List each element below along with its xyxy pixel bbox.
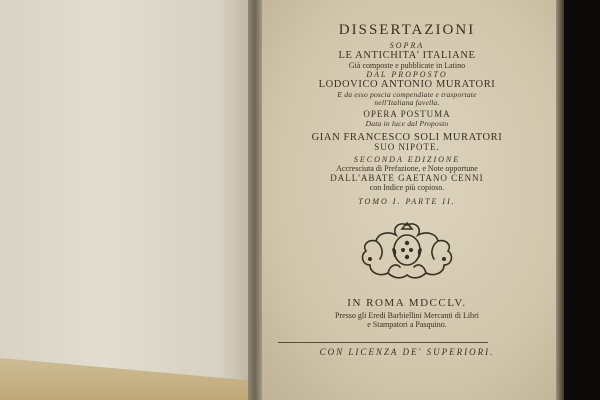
book-gutter: [248, 0, 262, 400]
edition-line: SECONDA EDIZIONE: [353, 155, 461, 165]
opera-line: OPERA POSTUMA: [363, 109, 451, 120]
city-year-line: IN ROMA MDCCLV.: [347, 297, 467, 310]
licence-line: CON LICENZA DE' SUPERIORI.: [319, 347, 495, 357]
abate-line: DALL'ABATE GAETANO CENNI: [330, 172, 484, 183]
main-title: DISSERTAZIONI: [338, 22, 476, 38]
author-line: LODOVICO ANTONIO MURATORI: [318, 79, 496, 91]
volume-line: TOMO I. PARTE II.: [358, 197, 456, 207]
page-edge: [556, 0, 564, 400]
translated-line-1: E da esso poscia compendiate e trasportate: [337, 89, 477, 99]
nipote-line: SUO NIPOTE.: [374, 142, 440, 153]
accresciuta-line: Accresciuta di Prefazione, e Note opportune: [336, 163, 478, 173]
editor-line: GIAN FRANCESCO SOLI MURATORI: [311, 131, 503, 143]
dal-proposto-line: DAL PROPOSTO: [366, 69, 448, 79]
subject-line: LE ANTICHITA' ITALIANE: [338, 50, 476, 62]
title-page-text: [262, 22, 552, 330]
printers-ornament-icon: [356, 219, 458, 283]
composed-line: Già composte e pubblicate in Latino: [348, 60, 466, 70]
sopra-line: SOPRA: [389, 40, 425, 50]
printer-line-2: e Stampatori a Pasquino.: [367, 320, 447, 330]
imprint-rule: [278, 342, 488, 343]
printer-line-1: Presso gli Eredi Barbiellini Mercanti di Libri: [335, 311, 479, 321]
translated-line-2: nell'Italiana favella.: [374, 98, 440, 108]
indice-line: con Indice più copioso.: [369, 182, 445, 192]
data-in-luce-line: Data in luce dal Proposto: [365, 119, 449, 129]
left-blank-page: [0, 0, 258, 385]
